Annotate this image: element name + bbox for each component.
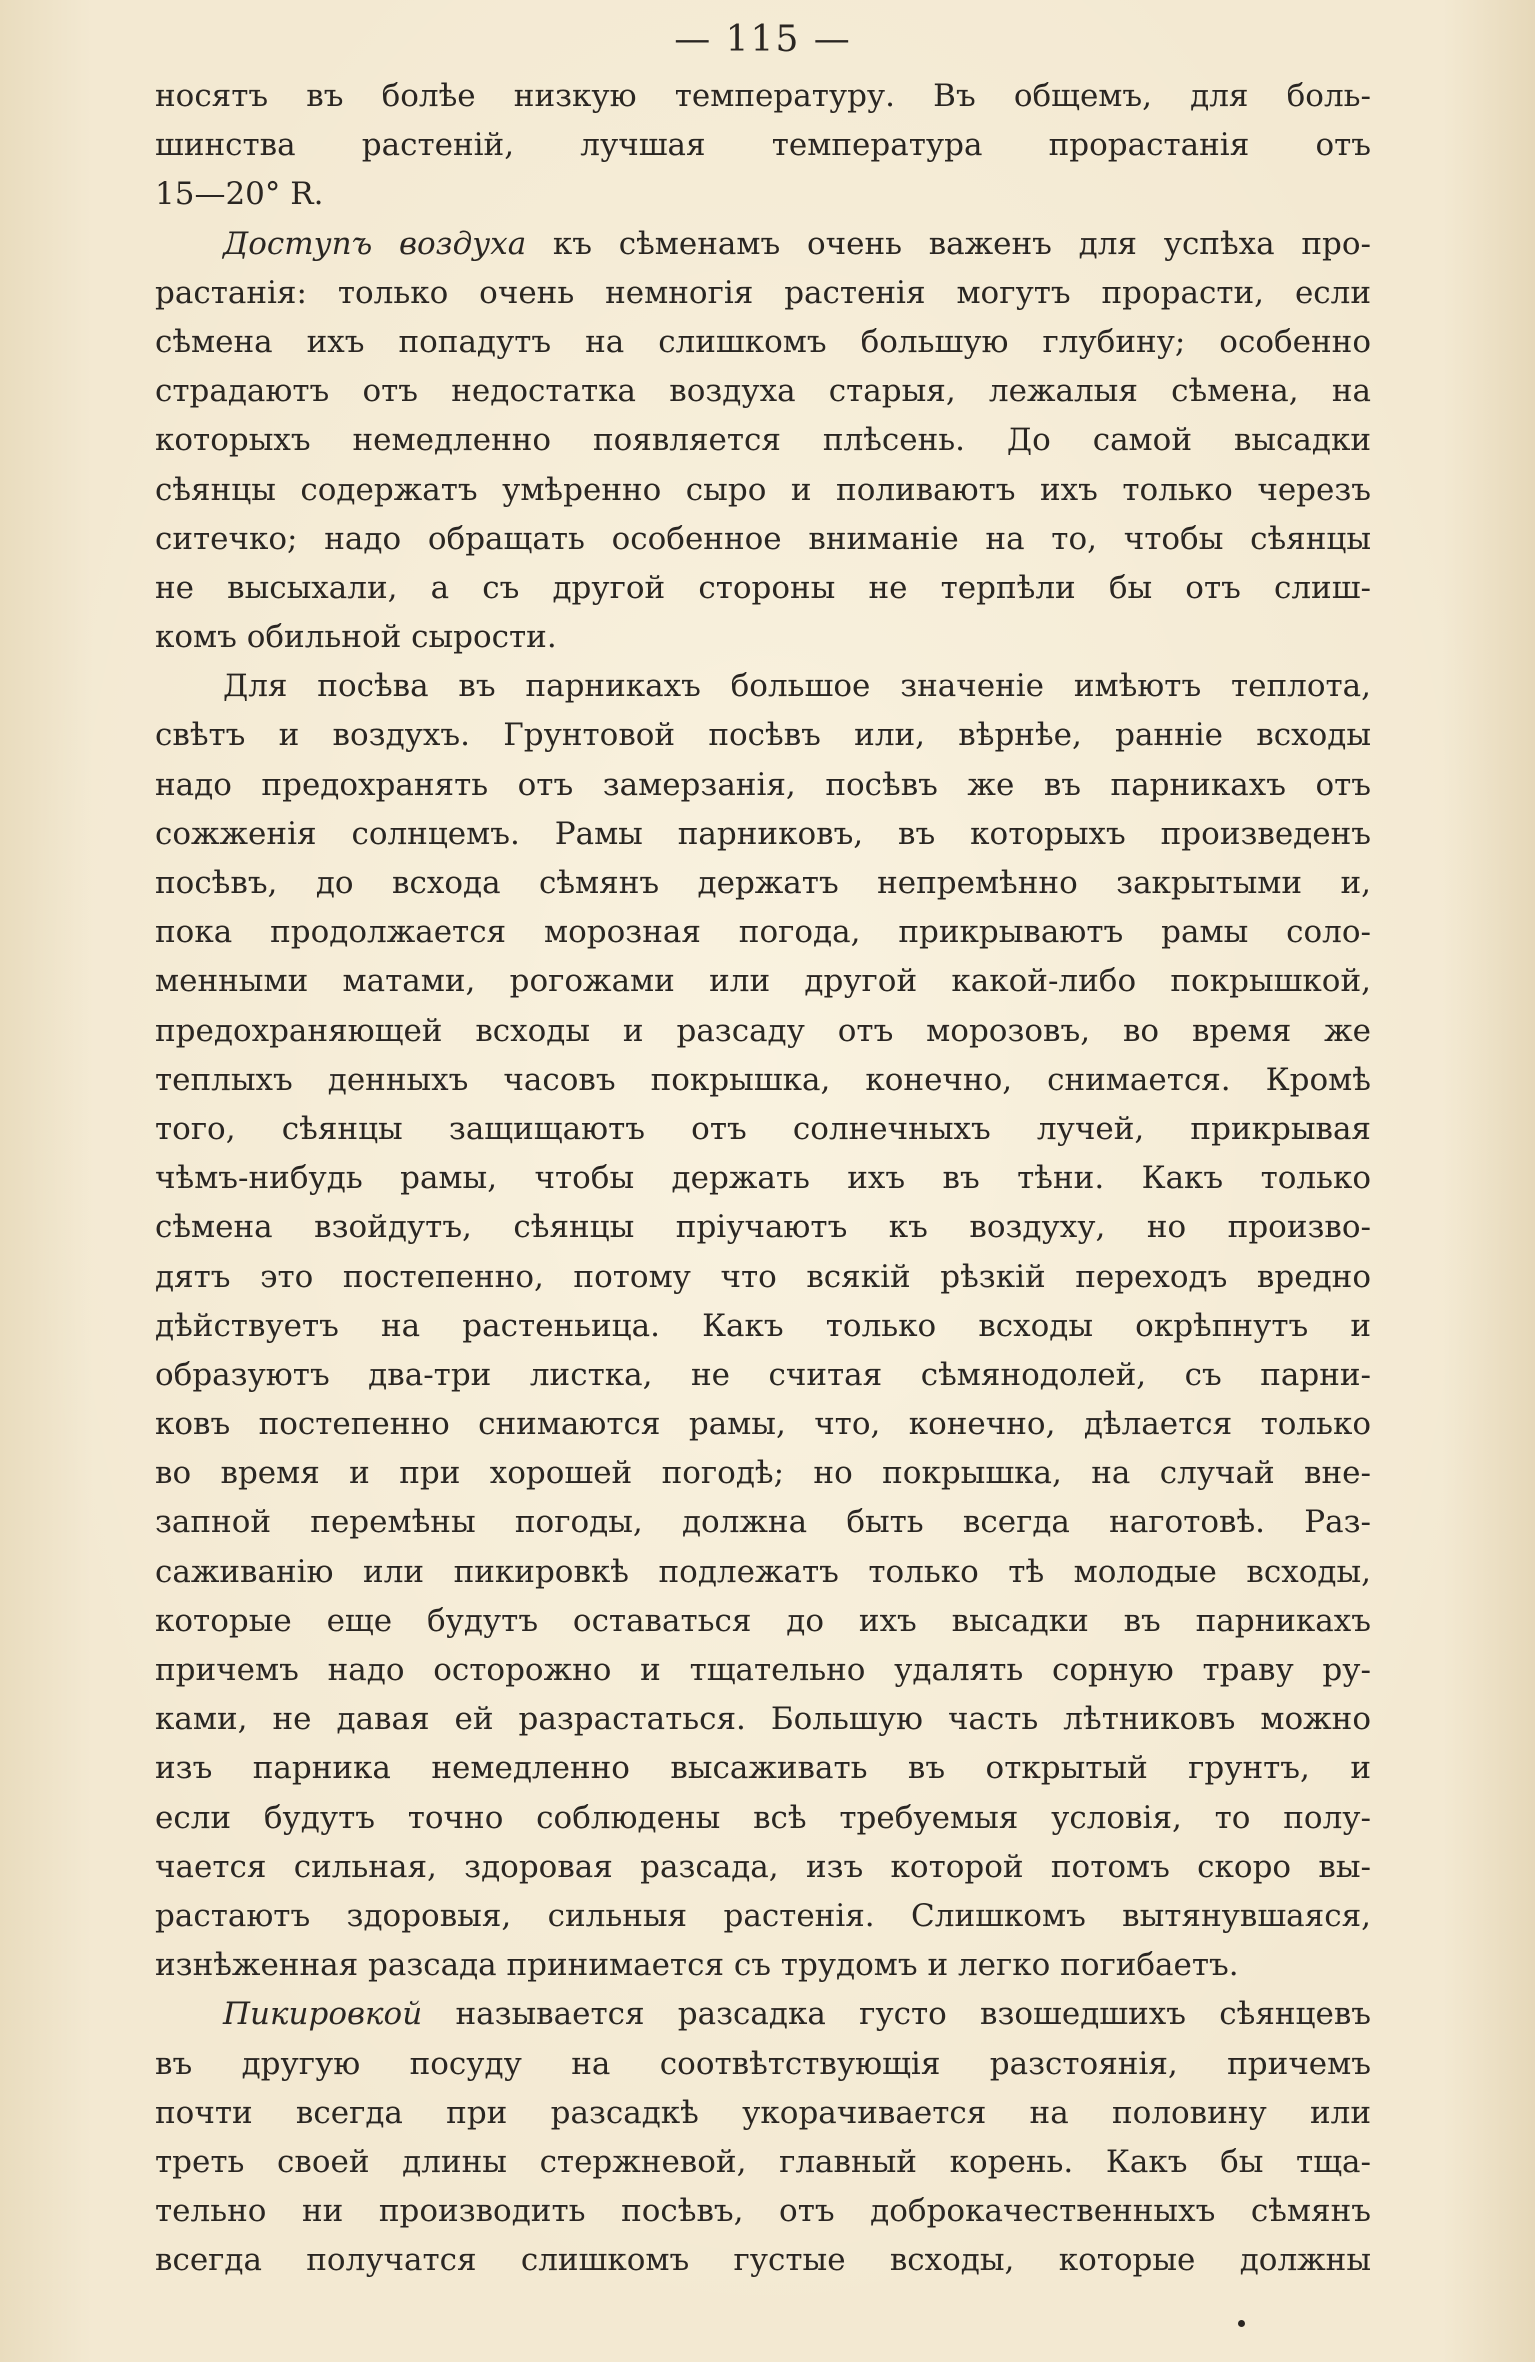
line-text: пока продолжается морозная погода, прикрываютъ рамы соло-: [155, 914, 1371, 951]
text-line: [155, 170, 1371, 219]
text-line: [155, 761, 1371, 810]
text-line: [155, 1449, 1371, 1498]
line-text: сѣмена взойдутъ, сѣянцы пріучаютъ къ воздуху, но произво-: [155, 1209, 1371, 1246]
paragraph-3: [155, 662, 1371, 1990]
text-line: [155, 1843, 1371, 1892]
text-line: [155, 1744, 1371, 1793]
text-line: [155, 859, 1371, 908]
line-text: если будутъ точно соблюдены всѣ требуемыя условія, то полу-: [155, 1799, 1371, 1836]
text-line: [155, 810, 1371, 859]
text-line: [155, 269, 1371, 318]
text-line: [155, 1203, 1371, 1252]
line-text: сѣмена ихъ попадутъ на слишкомъ большую глубину; особенно: [155, 323, 1371, 360]
line-text: менными матами, рогожами или другой какой-либо покрышкой,: [155, 963, 1371, 1000]
text-line: [155, 2236, 1371, 2285]
text-line: [155, 2138, 1371, 2187]
line-text: тельно ни производить посѣвъ, отъ доброкачественныхъ сѣмянъ: [155, 2193, 1371, 2230]
line-text: въ другую посуду на соотвѣтствующія разстоянія, причемъ: [155, 2045, 1371, 2082]
line-text: которые еще будутъ оставаться до ихъ высадки въ парникахъ: [155, 1602, 1371, 1639]
line-text: 15—20° R.: [155, 176, 324, 213]
line-text: во время и при хорошей погодѣ; но покрышка, на случай вне-: [155, 1455, 1371, 1492]
body-text: [155, 72, 1371, 2285]
text-line: [155, 908, 1371, 957]
line-text: называется разсадка густо взошедшихъ сѣянцевъ: [422, 1996, 1371, 2033]
text-line: [155, 367, 1371, 416]
line-text: дѣйствуетъ на растеньица. Какъ только всходы окрѣпнутъ и: [155, 1307, 1371, 1344]
italic-term: Пикировкой: [223, 1996, 423, 2033]
line-text: всегда получатся слишкомъ густые всходы, которые должны: [155, 2242, 1371, 2279]
text-line: [155, 1941, 1371, 1990]
line-text: дятъ это постепенно, потому что всякій рѣзкій переходъ вредно: [155, 1258, 1371, 1295]
text-line: [155, 957, 1371, 1006]
line-text: почти всегда при разсадкѣ укорачивается на половину или: [155, 2094, 1371, 2131]
text-line: [155, 72, 1371, 121]
text-line: [155, 1302, 1371, 1351]
ink-dot: [1238, 2320, 1245, 2327]
line-text: растанія: только очень немногія растенія могутъ прорасти, если: [155, 274, 1371, 311]
text-line: [155, 1597, 1371, 1646]
text-line: [155, 1154, 1371, 1203]
text-line: [155, 1794, 1371, 1843]
line-text: не высыхали, а съ другой стороны не терпѣли бы отъ слиш-: [155, 569, 1371, 606]
line-text: которыхъ немедленно появляется плѣсень. До самой высадки: [155, 422, 1371, 459]
text-line: [155, 1892, 1371, 1941]
line-text: чается сильная, здоровая разсада, изъ которой потомъ скоро вы-: [155, 1848, 1371, 1885]
text-line: [155, 564, 1371, 613]
line-text: сожженія солнцемъ. Рамы парниковъ, въ которыхъ произведенъ: [155, 815, 1371, 852]
text-line: [155, 2187, 1371, 2236]
text-line: [155, 1056, 1371, 1105]
paragraph-2: [155, 220, 1371, 663]
line-text: того, сѣянцы защищаютъ отъ солнечныхъ лучей, прикрывая: [155, 1110, 1371, 1147]
line-text: къ сѣменамъ очень важенъ для успѣха про-: [526, 225, 1371, 262]
text-line: [155, 2089, 1371, 2138]
text-line: [155, 662, 1371, 711]
line-text: ситечко; надо обращать особенное вниманіе на то, чтобы сѣянцы: [155, 520, 1371, 557]
line-text: сѣянцы содержатъ умѣренно сыро и поливаютъ ихъ только черезъ: [155, 471, 1371, 508]
text-line: [155, 1990, 1371, 2039]
line-text: предохраняющей всходы и разсаду отъ морозовъ, во время же: [155, 1012, 1371, 1049]
line-text: носятъ въ болѣе низкую температуру. Въ общемъ, для боль-: [155, 78, 1371, 114]
paragraph-4: [155, 1990, 1371, 2285]
text-line: [155, 515, 1371, 564]
text-line: [155, 2040, 1371, 2089]
text-line: [155, 613, 1371, 662]
line-text: саживанію или пикировкѣ подлежатъ только тѣ молодые всходы,: [155, 1553, 1371, 1590]
page-number: — 115 —: [674, 19, 852, 60]
text-line: [155, 1400, 1371, 1449]
line-text: надо предохранять отъ замерзанія, посѣвъ же въ парникахъ отъ: [155, 766, 1371, 803]
text-line: [155, 416, 1371, 465]
line-text: изнѣженная разсада принимается съ трудомъ и легко погибаетъ.: [155, 1947, 1239, 1984]
paragraph-1: [155, 72, 1371, 220]
text-line: [155, 1695, 1371, 1744]
text-line: [155, 318, 1371, 367]
line-text: чѣмъ-нибудь рамы, чтобы держать ихъ въ тѣни. Какъ только: [155, 1160, 1371, 1197]
text-line: [155, 466, 1371, 515]
line-text: страдаютъ отъ недостатка воздуха старыя, лежалыя сѣмена, на: [155, 373, 1371, 410]
line-text: комъ обильной сырости.: [155, 619, 557, 656]
line-text: свѣтъ и воздухъ. Грунтовой посѣвъ или, вѣрнѣе, ранніе всходы: [155, 717, 1371, 754]
line-text: теплыхъ денныхъ часовъ покрышка, конечно, снимается. Кромѣ: [155, 1061, 1371, 1098]
line-text: ковъ постепенно снимаются рамы, что, конечно, дѣлается только: [155, 1406, 1371, 1443]
line-text: треть своей длины стержневой, главный корень. Какъ бы тща-: [155, 2143, 1371, 2180]
line-text: запной перемѣны погоды, должна быть всегда наготовѣ. Раз-: [155, 1504, 1371, 1541]
line-text: растаютъ здоровыя, сильныя растенія. Слишкомъ вытянувшаяся,: [155, 1897, 1371, 1934]
line-text: посѣвъ, до всхода сѣмянъ держатъ непремѣнно закрытыми и,: [155, 865, 1371, 901]
line-text: ками, не давая ей разрастаться. Большую часть лѣтниковъ можно: [155, 1701, 1371, 1738]
text-line: [155, 1498, 1371, 1547]
italic-term: Доступъ воздуха: [223, 225, 527, 262]
text-line: [155, 711, 1371, 760]
text-line: [155, 1351, 1371, 1400]
line-text: изъ парника немедленно высаживать въ открытый грунтъ, и: [155, 1750, 1371, 1787]
text-line: [155, 220, 1371, 269]
text-line: [155, 1105, 1371, 1154]
line-text: причемъ надо осторожно и тщательно удалять сорную траву ру-: [155, 1652, 1371, 1688]
text-line: [155, 1548, 1371, 1597]
line-text: Для посѣва въ парникахъ большое значеніе имѣютъ теплота,: [223, 668, 1371, 705]
text-line: [155, 1007, 1371, 1056]
text-line: [155, 121, 1371, 170]
text-line: [155, 1646, 1371, 1695]
line-text: образуютъ два-три листка, не считая сѣмянодолей, съ парни-: [155, 1356, 1371, 1393]
line-text: шинства растеній, лучшая температура прорастанія отъ: [155, 127, 1371, 164]
text-line: [155, 1253, 1371, 1302]
